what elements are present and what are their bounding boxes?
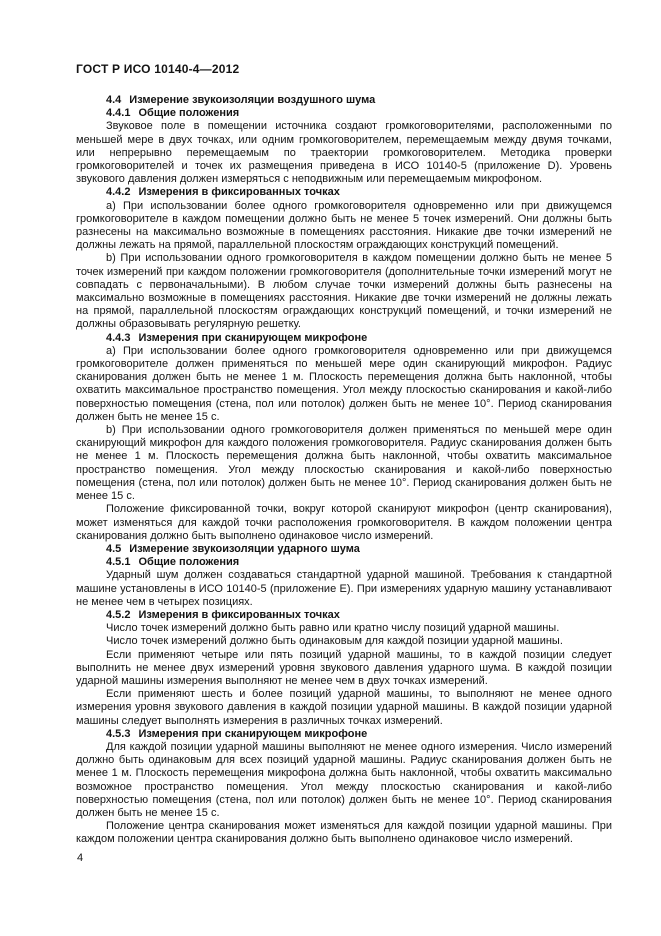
paragraph: Положение фиксированной точки, вокруг которой сканируют микрофон (центр сканирования), может изменяться для каждой точки расположения громкоговорителя. В каждом положении центра сканирования должно быть выполнено одинаковое число измерений. [76,503,612,542]
section-heading [76,728,612,741]
paragraph: b) При использовании одного громкоговорителя должен применяться по меньшей мере один сканирующий микрофон для каждого положения громкоговорителя. Радиус сканирования должен быть не менее 1 м. Плоскость перемещения должна быть наклонной, чтобы охватить максимальное пространство помещения. Угол между плоскостью сканирования и какой-либо поверхностью помещения (стена, пол или потолок) должен быть не менее 10°. Период сканирования должен быть не менее 15 с. [76,424,612,503]
heading-number: 4.5.2 [106,608,131,621]
heading-number: 4.5.3 [106,727,131,740]
section-heading [76,332,612,345]
paragraph: Положение центра сканирования может изменяться для каждой позиции ударной машины. При каждом положении центра сканирования должно быть выполнено одинаковое число измерений. [76,820,612,846]
document-body [76,94,612,847]
section-heading [76,107,612,120]
heading-title: Измерения при сканирующем микрофоне [138,331,368,344]
section-heading [76,609,612,622]
paragraph: Число точек измерений должно быть равно или кратно числу позиций ударной машины. [106,622,560,635]
section-heading [76,543,612,556]
heading-number: 4.4 [106,94,122,106]
paragraph: b) При использовании одного громкоговорителя в каждом помещении должно быть не менее 5 точек измерений при каждом положении громкоговорителя (дополнительные точки измерений могут не совпадать с первоначальными). В любом случае точки измерений должны быть разнесены на максимально возможные в помещениях расстояния. Никакие две точки измерений не должны лежать на прямой, параллельной плоскостям ограждающих конструкций помещений, и точки измерений не должны образовывать регулярную решетку. [76,252,612,331]
section-heading [76,94,612,107]
paragraph: a) При использовании более одного громкоговорителя одновременно или при движущемся громкоговорителе должен применяться по меньшей мере один сканирующий микрофон. Радиус сканирования должен быть не менее 1 м. Плоскость перемещения должна быть наклонной, чтобы охватить максимальное пространство помещения. Угол между плоскостью сканирования и какой-либо поверхностью помещения (стена, пол или потолок) должен быть не менее 10°. Период сканирования должен быть не менее 15 с. [76,344,612,423]
paragraph: Звуковое поле в помещении источника создают громкоговорителями, расположенными по меньшей мере в двух точках, или одним громкоговорителем, перемещаемым между двумя точками, или непрерывно перемещаемым по траектории громкоговорителем. Методика проверки громкоговорителей и точек их размещения приведена в ИСО 10140-5 (приложение D). Уровень звукового давления должен измеряться с неподвижным или перемещаемым микрофоном. [76,120,612,186]
paragraph: Если применяют четыре или пять позиций ударной машины, то в каждой позиции следует выполнить не менее двух измерений уровня звукового давления ударного шума. В каждой позиции ударной машины измерения выполняют не менее чем в двух точках измерений. [76,648,612,687]
heading-title: Общие положения [138,556,240,569]
heading-title: Измерения в фиксированных точках [138,608,340,621]
paragraph: Число точек измерений должно быть одинаковым для каждой позиции ударной машины. [106,635,563,648]
section-heading [76,186,612,199]
heading-title: Измерение звукоизоляции ударного шума [129,542,360,555]
heading-title: Измерения в фиксированных точках [138,186,340,199]
page-number-label: 4 [77,852,84,864]
section-heading [76,556,612,569]
heading-number: 4.5 [106,542,122,555]
paragraph: Для каждой позиции ударной машины выполняют не менее одного измерения. Число измерений должно быть одинаковым для всех позиций ударной машины. Радиус сканирования должен быть не менее 1 м. Плоскость перемещения микрофона должна быть наклонной, чтобы охватить максимально возможное пространство помещения. Угол между плоскостью сканирования и какой-либо поверхностью помещения (стена, пол или потолок) должен быть не менее 10°. Период сканирования должен быть не менее 15 с. [76,740,612,819]
paragraph: a) При использовании более одного громкоговорителя одновременно или при движущемся громкоговорителе в каждом помещении должно быть не менее 5 точек измерений. Они должны быть разнесены на максимально возможные в помещениях расстояния. Никакие две точки измерений не должны лежать на прямой, параллельной плоскостям ограждающих конструкций помещений. [76,199,612,252]
heading-title: Измерение звукоизоляции воздушного шума [129,94,376,106]
paragraph: Если применяют шесть и более позиций ударной машины, то выполняют не менее одного измерения уровня звукового давления в каждой позиции ударной машины. В каждой позиции ударной машины следует выполнять измерения в различных точках измерений. [76,688,612,727]
heading-title: Общие положения [138,107,240,120]
heading-number: 4.4.2 [106,186,131,199]
running-header: ГОСТ Р ИСО 10140-4—2012 [76,62,240,76]
paragraph: Ударный шум должен создаваться стандартной ударной машиной. Требования к стандартной машине установлены в ИСО 10140-5 (приложение E). При измерениях ударную машину устанавливают не менее чем в четырех позициях. [76,569,612,608]
heading-title: Измерения при сканирующем микрофоне [138,727,368,740]
heading-number: 4.4.3 [106,331,131,344]
heading-number: 4.4.1 [106,107,131,120]
heading-number: 4.5.1 [106,556,131,569]
